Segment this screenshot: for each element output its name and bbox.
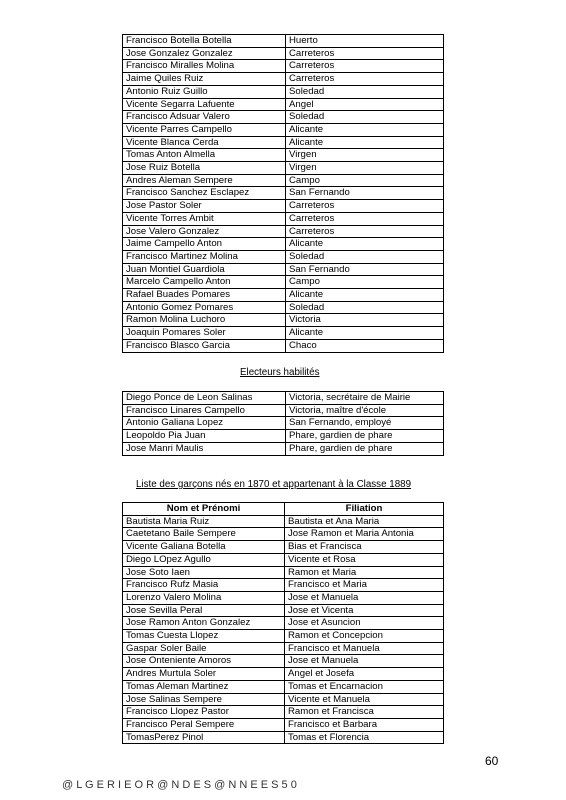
info-cell: Vicente et Rosa (285, 553, 444, 566)
table-row (123, 263, 444, 276)
name-cell: Rafael Buades Pomares (123, 289, 286, 302)
table-header-row (123, 503, 444, 516)
table-row (123, 301, 444, 314)
table-row (123, 187, 444, 200)
page-number: 60 (485, 754, 499, 768)
name-cell: Vicente Segarra Lafuente (123, 98, 286, 111)
info-cell: Francisco et Maria (285, 579, 444, 592)
table-row (123, 630, 444, 643)
name-cell: Andres Murtula Soler (123, 668, 285, 681)
table-row (123, 339, 444, 352)
table-row (123, 47, 444, 60)
info-cell: San Fernando, employé (286, 417, 444, 430)
name-cell: Bautista Maria Ruiz (123, 515, 285, 528)
table-row (123, 250, 444, 263)
name-cell: Jose Ruiz Botella (123, 162, 286, 175)
name-cell: Vicente Torres Ambit (123, 212, 286, 225)
name-cell: Jose Gonzalez Gonzalez (123, 47, 286, 60)
info-cell: Campo (286, 276, 444, 289)
name-cell: Francisco Llopez Pastor (123, 706, 285, 719)
table-row (123, 212, 444, 225)
name-cell: Tomas Anton Almella (123, 149, 286, 162)
info-cell: Virgen (286, 162, 444, 175)
name-cell: Leopoldo Pia Juan (123, 430, 286, 443)
info-cell: Victoria, maître d'école (286, 404, 444, 417)
info-cell: Carreteros (286, 200, 444, 213)
info-cell: Francisco et Manuela (285, 642, 444, 655)
table-row (123, 162, 444, 175)
table-row (123, 85, 444, 98)
name-cell: Jose Sevilla Peral (123, 604, 285, 617)
footer-text: @ L G E R I E O R @ N D E S @ N N E E S 5 0 (62, 779, 297, 791)
table-row (123, 225, 444, 238)
table-row (123, 591, 444, 604)
name-cell: Marcelo Campello Anton (123, 276, 286, 289)
name-cell: Jose Manri Maulis (123, 442, 286, 455)
name-cell: Caetetano Baile Sempere (123, 528, 285, 541)
table-row (123, 314, 444, 327)
table-row (123, 642, 444, 655)
table-row (123, 238, 444, 251)
table-row (123, 718, 444, 731)
table-row (123, 327, 444, 340)
table-row (123, 289, 444, 302)
info-cell: Alicante (286, 136, 444, 149)
name-cell: Jose Valero Gonzalez (123, 225, 286, 238)
info-cell: Victoria (286, 314, 444, 327)
name-cell: Jose Soto Iaen (123, 566, 285, 579)
residents-table (122, 34, 444, 353)
name-cell: Antonio Gomez Pomares (123, 301, 286, 314)
name-cell: Jose Ramon Anton Gonzalez (123, 617, 285, 630)
table-row (123, 136, 444, 149)
info-cell: Angel (286, 98, 444, 111)
info-cell: Jose et Manuela (285, 591, 444, 604)
info-cell: San Fernando (286, 187, 444, 200)
name-cell: Tomas Aleman Martinez (123, 680, 285, 693)
table-row (123, 149, 444, 162)
info-cell: Alicante (286, 289, 444, 302)
table-row (123, 706, 444, 719)
table-row (123, 276, 444, 289)
info-cell: Jose et Vicenta (285, 604, 444, 617)
table-row (123, 430, 444, 443)
name-cell: Antonio Ruiz Guillo (123, 85, 286, 98)
name-cell: Jose Salinas Sempere (123, 693, 285, 706)
table-row (123, 515, 444, 528)
electors-heading: Electeurs habilités (240, 367, 320, 378)
table-row (123, 417, 444, 430)
info-cell: Campo (286, 174, 444, 187)
table-row (123, 98, 444, 111)
name-cell: Francisco Peral Sempere (123, 718, 285, 731)
name-cell: Vicente Parres Campello (123, 123, 286, 136)
name-cell: Jose Onteniente Amoros (123, 655, 285, 668)
electors-table (122, 391, 444, 456)
info-cell: Soledad (286, 250, 444, 263)
name-cell: TomasPerez Pinol (123, 731, 285, 744)
info-cell: San Fernando (286, 263, 444, 276)
info-cell: Bias et Francisca (285, 541, 444, 554)
name-cell: Diego LOpez Agullo (123, 553, 285, 566)
info-cell: Ramon et Maria (285, 566, 444, 579)
table-row (123, 731, 444, 744)
name-cell: Jaime Quiles Ruiz (123, 73, 286, 86)
info-cell: Soledad (286, 85, 444, 98)
info-cell: Carreteros (286, 73, 444, 86)
info-cell: Vicente et Manuela (285, 693, 444, 706)
info-cell: Carreteros (286, 60, 444, 73)
name-cell: Juan Montiel Guardiola (123, 263, 286, 276)
name-cell: Diego Ponce de Leon Salinas (123, 392, 286, 405)
table-row (123, 693, 444, 706)
info-cell: Angel et Josefa (285, 668, 444, 681)
table-row (123, 604, 444, 617)
column-header-name: Nom et Prénomi (123, 503, 285, 516)
info-cell: Phare, gardien de phare (286, 442, 444, 455)
info-cell: Jose et Manuela (285, 655, 444, 668)
info-cell: Soledad (286, 111, 444, 124)
info-cell: Huerto (286, 35, 444, 48)
column-header-filiation: Filiation (285, 503, 444, 516)
name-cell: Joaquin Pomares Soler (123, 327, 286, 340)
info-cell: Carreteros (286, 47, 444, 60)
table-row (123, 617, 444, 630)
name-cell: Francisco Martinez Molina (123, 250, 286, 263)
name-cell: Gaspar Soler Baile (123, 642, 285, 655)
info-cell: Alicante (286, 327, 444, 340)
info-cell: Chaco (286, 339, 444, 352)
info-cell: Tomas et Florencia (285, 731, 444, 744)
info-cell: Alicante (286, 123, 444, 136)
table-row (123, 680, 444, 693)
info-cell: Carreteros (286, 212, 444, 225)
name-cell: Ramon Molina Luchoro (123, 314, 286, 327)
info-cell: Bautista et Ana Maria (285, 515, 444, 528)
table-row (123, 174, 444, 187)
info-cell: Jose Ramon et Maria Antonia (285, 528, 444, 541)
class-list-heading: Liste des garçons nés en 1870 et appartenant à la Classe 1889 (136, 479, 412, 490)
name-cell: Francisco Botella Botella (123, 35, 286, 48)
name-cell: Andres Aleman Sempere (123, 174, 286, 187)
name-cell: Jose Pastor Soler (123, 200, 286, 213)
info-cell: Jose et Asuncion (285, 617, 444, 630)
info-cell: Tomas et Encarnacion (285, 680, 444, 693)
table-row (123, 442, 444, 455)
name-cell: Vicente Blanca Cerda (123, 136, 286, 149)
info-cell: Francisco et Barbara (285, 718, 444, 731)
info-cell: Alicante (286, 238, 444, 251)
name-cell: Francisco Linares Campello (123, 404, 286, 417)
name-cell: Tomas Cuesta Llopez (123, 630, 285, 643)
table-row (123, 111, 444, 124)
info-cell: Carreteros (286, 225, 444, 238)
table-row (123, 553, 444, 566)
table-row (123, 73, 444, 86)
class-1889-table (122, 502, 444, 744)
info-cell: Victoria, secrétaire de Mairie (286, 392, 444, 405)
name-cell: Jaime Campello Anton (123, 238, 286, 251)
name-cell: Lorenzo Valero Molina (123, 591, 285, 604)
table-row (123, 668, 444, 681)
info-cell: Phare, gardien de phare (286, 430, 444, 443)
name-cell: Francisco Adsuar Valero (123, 111, 286, 124)
info-cell: Soledad (286, 301, 444, 314)
table-row (123, 200, 444, 213)
table-row (123, 392, 444, 405)
name-cell: Francisco Sanchez Esclapez (123, 187, 286, 200)
table-row (123, 541, 444, 554)
table-row (123, 35, 444, 48)
name-cell: Vicente Galiana Botella (123, 541, 285, 554)
table-row (123, 123, 444, 136)
name-cell: Francisco Miralles Molina (123, 60, 286, 73)
name-cell: Antonio Galiana Lopez (123, 417, 286, 430)
info-cell: Virgen (286, 149, 444, 162)
table-row (123, 566, 444, 579)
name-cell: Francisco Rufz Masia (123, 579, 285, 592)
info-cell: Ramon et Concepcion (285, 630, 444, 643)
table-row (123, 579, 444, 592)
table-row (123, 60, 444, 73)
table-row (123, 404, 444, 417)
table-row (123, 528, 444, 541)
info-cell: Ramon et Francisca (285, 706, 444, 719)
table-row (123, 655, 444, 668)
name-cell: Francisco Blasco Garcia (123, 339, 286, 352)
